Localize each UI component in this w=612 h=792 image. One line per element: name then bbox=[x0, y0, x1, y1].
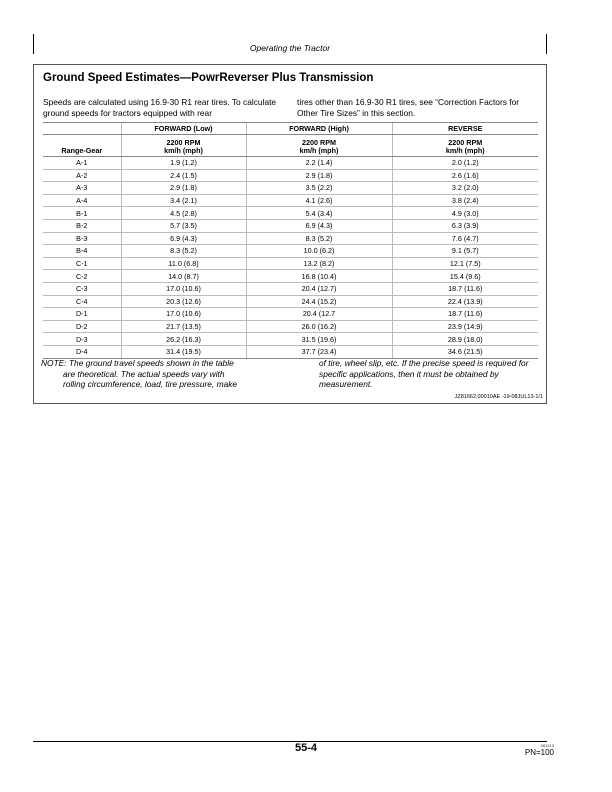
cell-forward-low: 5.7 (3.5) bbox=[121, 219, 246, 232]
header-title: Operating the Tractor bbox=[249, 43, 331, 53]
subheader-rpm: 2200 RPM bbox=[302, 138, 336, 147]
col-header-forward-low: FORWARD (Low) bbox=[121, 123, 246, 135]
table-row bbox=[43, 157, 538, 170]
table-row bbox=[43, 219, 538, 232]
table-row bbox=[43, 320, 538, 333]
table-row bbox=[43, 169, 538, 182]
cell-range-gear: D-4 bbox=[43, 345, 121, 358]
cell-forward-high: 5.4 (3.4) bbox=[246, 207, 392, 220]
table-subheader-row bbox=[43, 135, 538, 157]
note-line: NOTE: The ground travel speeds shown in the table bbox=[41, 358, 234, 368]
cell-range-gear: B-4 bbox=[43, 245, 121, 258]
cell-forward-high: 2.2 (1.4) bbox=[246, 157, 392, 170]
cell-forward-low: 20.3 (12.6) bbox=[121, 295, 246, 308]
cell-forward-high: 16.8 (10.4) bbox=[246, 270, 392, 283]
empty-header-cell bbox=[43, 123, 121, 135]
subheader-units: km/h (mph) bbox=[445, 146, 485, 155]
cell-forward-high: 10.0 (6.2) bbox=[246, 245, 392, 258]
cell-reverse: 7.6 (4.7) bbox=[392, 232, 538, 245]
cell-forward-high: 8.3 (5.2) bbox=[246, 232, 392, 245]
col-header-forward-high: FORWARD (High) bbox=[246, 123, 392, 135]
cell-reverse: 3.8 (2.4) bbox=[392, 194, 538, 207]
cell-reverse: 18.7 (11.6) bbox=[392, 282, 538, 295]
table-row bbox=[43, 257, 538, 270]
section-title: Ground Speed Estimates—PowrReverser Plus Transmission bbox=[43, 72, 374, 84]
subheader-units: km/h (mph) bbox=[164, 146, 203, 155]
cell-range-gear: D-2 bbox=[43, 320, 121, 333]
cell-forward-low: 2.4 (1.5) bbox=[121, 169, 246, 182]
table-row bbox=[43, 232, 538, 245]
cell-range-gear: A-4 bbox=[43, 194, 121, 207]
cell-reverse: 6.3 (3.9) bbox=[392, 219, 538, 232]
cell-forward-low: 11.0 (6.8) bbox=[121, 257, 246, 270]
subheader-rpm: 2200 RPM bbox=[166, 138, 201, 147]
cell-forward-low: 4.5 (2.8) bbox=[121, 207, 246, 220]
cell-range-gear: A-2 bbox=[43, 169, 121, 182]
note bbox=[41, 358, 541, 390]
subheader-forward-low bbox=[121, 135, 246, 157]
cell-forward-high: 2.9 (1.8) bbox=[246, 169, 392, 182]
footer-date-code: 081213 bbox=[540, 743, 554, 748]
cell-reverse: 9.1 (5.7) bbox=[392, 245, 538, 258]
note-right: of tire, wheel slip, etc. If the precise speed is required for specific applications, then it must be obtained by measurement. bbox=[319, 358, 529, 389]
row-header-range-gear: Range-Gear bbox=[43, 135, 121, 157]
cell-reverse: 28.9 (18.0) bbox=[392, 333, 538, 346]
cell-forward-high: 4.1 (2.6) bbox=[246, 194, 392, 207]
table-header-row bbox=[43, 123, 538, 135]
cell-reverse: 15.4 (9.6) bbox=[392, 270, 538, 283]
intro-left-text: Speeds are calculated using 16.9-30 R1 rear tires. To calculate ground speeds for tractors equipped with rear bbox=[43, 97, 277, 118]
cell-forward-low: 17.0 (10.6) bbox=[121, 282, 246, 295]
table-row bbox=[43, 245, 538, 258]
cell-forward-low: 17.0 (10.6) bbox=[121, 308, 246, 321]
subheader-rpm: 2200 RPM bbox=[448, 138, 483, 147]
cell-reverse: 2.0 (1.2) bbox=[392, 157, 538, 170]
cell-reverse: 23.9 (14.9) bbox=[392, 320, 538, 333]
cell-reverse: 3.2 (2.0) bbox=[392, 182, 538, 195]
table-row bbox=[43, 194, 538, 207]
ground-speed-table bbox=[43, 122, 538, 359]
cell-forward-low: 21.7 (13.5) bbox=[121, 320, 246, 333]
cell-forward-high: 20.4 (12.7) bbox=[246, 282, 392, 295]
cell-forward-high: 31.5 (19.6) bbox=[246, 333, 392, 346]
cell-forward-low: 26.2 (16.3) bbox=[121, 333, 246, 346]
cell-reverse: 18.7 (11.6) bbox=[392, 308, 538, 321]
cell-reverse: 2.6 (1.6) bbox=[392, 169, 538, 182]
cell-forward-high: 6.9 (4.3) bbox=[246, 219, 392, 232]
cell-range-gear: D-3 bbox=[43, 333, 121, 346]
subheader-units: km/h (mph) bbox=[299, 146, 339, 155]
subheader-forward-high bbox=[246, 135, 392, 157]
cell-forward-low: 2.9 (1.8) bbox=[121, 182, 246, 195]
table-row bbox=[43, 282, 538, 295]
cell-forward-high: 24.4 (15.2) bbox=[246, 295, 392, 308]
cell-reverse: 12.1 (7.5) bbox=[392, 257, 538, 270]
intro-paragraph bbox=[43, 97, 538, 118]
table-body bbox=[43, 157, 538, 359]
cell-range-gear: D-1 bbox=[43, 308, 121, 321]
cell-range-gear: C-1 bbox=[43, 257, 121, 270]
col-header-reverse: REVERSE bbox=[392, 123, 538, 135]
cell-forward-high: 26.0 (16.2) bbox=[246, 320, 392, 333]
note-left bbox=[41, 358, 273, 390]
cell-range-gear: C-2 bbox=[43, 270, 121, 283]
cell-forward-high: 20.4 (12.7 bbox=[246, 308, 392, 321]
note-line: rolling circumference, load, tire pressure, make bbox=[63, 379, 238, 389]
cell-reverse: 4.9 (3.0) bbox=[392, 207, 538, 220]
footer-pn: PN=100 bbox=[524, 748, 554, 757]
cell-range-gear: B-2 bbox=[43, 219, 121, 232]
cell-forward-low: 1.9 (1.2) bbox=[121, 157, 246, 170]
subheader-reverse bbox=[392, 135, 538, 157]
cell-range-gear: B-3 bbox=[43, 232, 121, 245]
reference-code: JZ81662,00010AE -19-08JUL13-1/1 bbox=[454, 394, 543, 400]
cell-forward-low: 3.4 (2.1) bbox=[121, 194, 246, 207]
page-number: 55-4 bbox=[294, 742, 318, 754]
cell-range-gear: C-3 bbox=[43, 282, 121, 295]
cell-forward-low: 8.3 (5.2) bbox=[121, 245, 246, 258]
cell-reverse: 22.4 (13.9) bbox=[392, 295, 538, 308]
table-row bbox=[43, 207, 538, 220]
cell-forward-high: 13.2 (8.2) bbox=[246, 257, 392, 270]
table-row bbox=[43, 270, 538, 283]
table-row bbox=[43, 308, 538, 321]
cell-range-gear: C-4 bbox=[43, 295, 121, 308]
table-row bbox=[43, 182, 538, 195]
cell-forward-high: 37.7 (23.4) bbox=[246, 345, 392, 358]
cell-forward-low: 14.0 (8.7) bbox=[121, 270, 246, 283]
cell-range-gear: A-1 bbox=[43, 157, 121, 170]
content-box bbox=[33, 64, 547, 404]
intro-right-text: tires other than 16.9-30 R1 tires, see “Correction Factors for Other Tire Sizes” in this section. bbox=[297, 97, 520, 118]
cell-forward-high: 3.5 (2.2) bbox=[246, 182, 392, 195]
cell-reverse: 34.6 (21.5) bbox=[392, 345, 538, 358]
cell-range-gear: B-1 bbox=[43, 207, 121, 220]
table-row bbox=[43, 295, 538, 308]
note-line: are theoretical. The actual speeds vary with bbox=[63, 368, 225, 379]
cell-forward-low: 6.9 (4.3) bbox=[121, 232, 246, 245]
cell-range-gear: A-3 bbox=[43, 182, 121, 195]
table-row bbox=[43, 345, 538, 358]
page-header bbox=[33, 34, 547, 54]
table-row bbox=[43, 333, 538, 346]
cell-forward-low: 31.4 (19.5) bbox=[121, 345, 246, 358]
